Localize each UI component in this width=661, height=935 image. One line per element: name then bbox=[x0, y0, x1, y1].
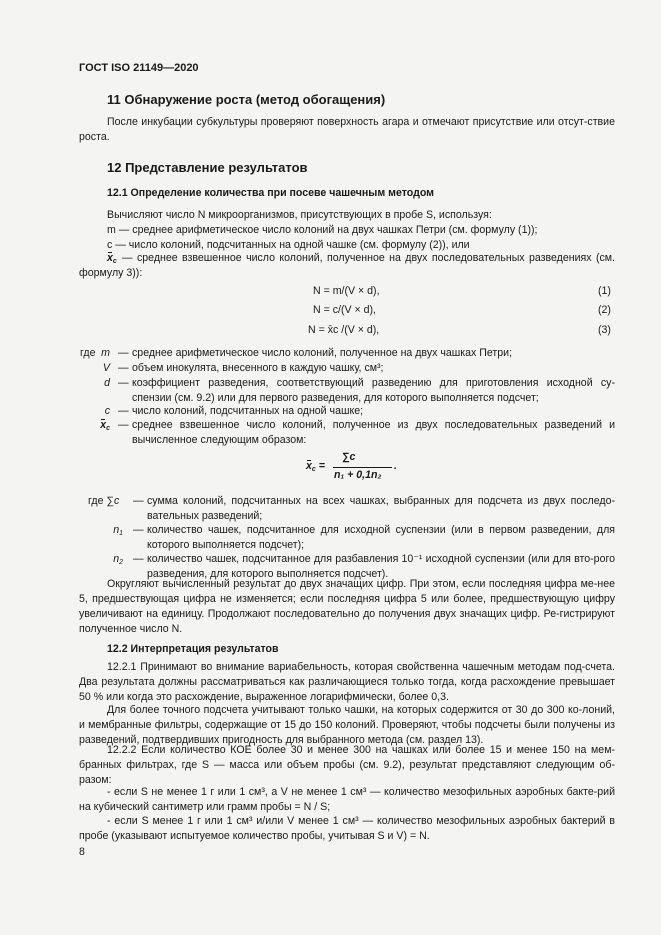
symbol-m: m bbox=[101, 347, 110, 359]
dash: — bbox=[118, 347, 129, 359]
xc-definition-line: — среднее взвешенное число колоний, полученное на двух последовательных разведениях (см. формулу 3)): bbox=[79, 252, 615, 279]
m-definition-line: m — среднее арифметическое число колоний на двух чашках Петри (см. формулу (1)); bbox=[107, 224, 538, 236]
where-sum-label: где ∑c bbox=[88, 495, 120, 507]
standard-header: ГОСТ ISO 21149—2020 bbox=[79, 62, 199, 74]
dash: — bbox=[118, 362, 129, 374]
page-number: 8 bbox=[79, 846, 85, 858]
para-accurate-count: Для более точного подсчета учитывают только чашки, на которых содержится от 30 до 300 ко-лоний, и мембранные фильтры, содержащие от 15 до 150 колоний. Проверяют, чтобы подсчеты были получены из разведений, подтвердивших пригодность для выбранного метода (см. раздел 13). bbox=[79, 704, 615, 746]
fraction-numerator: ∑c bbox=[342, 451, 356, 463]
def-sum: сумма колоний, подсчитанных на всех чашках, выбранных для подсчета из двух последо-вательных разведений; bbox=[147, 495, 615, 522]
def-d: коэффициент разведения, соответствующий разведению для приготовления исходной су-спензии (см. 9.2) или для первого разведения, для которого выполняется подсчет; bbox=[132, 377, 615, 404]
dash: — bbox=[133, 495, 144, 507]
section-11-text: После инкубации субкультуры проверяют поверхность агара и отмечают присутствие или отсут-ствие роста. bbox=[79, 116, 615, 143]
def-n2: количество чашек, подсчитанное для разбавления 10⁻¹ исходной суспензии (или для вто-рого разведения, для которого выполняется подсчет). bbox=[147, 553, 615, 580]
formula-3-number: (3) bbox=[598, 324, 611, 336]
dash: — bbox=[133, 524, 144, 536]
symbol-xc: $x_c$ bbox=[100, 419, 110, 432]
dash: — bbox=[133, 553, 144, 565]
def-c: число колоний, подсчитанных на одной чашке; bbox=[132, 405, 364, 417]
section-12-1-title: 12.1 Определение количества при посеве чашечным методом bbox=[107, 187, 434, 199]
symbol-n1: $n_1$ bbox=[113, 524, 123, 537]
def-n1: количество чашек, подсчитанное для исходной суспензии (или в первом разведении, для которого выполняется подсчет); bbox=[147, 524, 615, 551]
symbol-v: V bbox=[102, 362, 110, 374]
def-xc: среднее взвешенное число колоний, полученное из двух последовательных разведений и вычисленное следующим образом: bbox=[132, 419, 615, 446]
def-v: объем инокулята, внесенного в каждую чашку, см³; bbox=[132, 362, 384, 374]
formula-1-number: (1) bbox=[598, 285, 611, 297]
symbol-d: d bbox=[104, 377, 110, 389]
dash: — bbox=[118, 405, 129, 417]
symbol-n2: $n_2$ bbox=[113, 553, 123, 566]
formula-2-number: (2) bbox=[598, 304, 611, 316]
bullet-s-less: - если S менее 1 г или 1 см³ и/или V менее 1 см³ — количество мезофильных аэробных бактерий в пробе (указывают испытуемое количество пробы, учитывая S и V) = N. bbox=[79, 815, 615, 842]
formula-2: N = c/(V × d), bbox=[313, 304, 376, 316]
section-12-title: 12 Представление результатов bbox=[107, 160, 308, 175]
rounding-paragraph: Округляют вычисленный результат до двух значащих цифр. При этом, если последняя цифра ме-нее 5, предшествующая цифра не изменяется; если последняя цифра 5 или более, предшествующую цифру увеличивают на единицу. Продолжают последовательно до получения двух значащих цифр. Ре-гистрируют полученное число N. bbox=[79, 578, 615, 635]
where-label: где bbox=[80, 347, 96, 359]
intro-text: Вычисляют число N микроорганизмов, присутствующих в пробе S, используя: bbox=[107, 209, 492, 221]
fraction-denominator: n₁ + 0,1n₂ bbox=[334, 469, 382, 481]
xc-symbol: $x_c$ bbox=[107, 252, 117, 265]
c-definition-line: c — число колоний, подсчитанных на одной чашке (см. формулу (2)), или bbox=[107, 239, 470, 251]
para-12-2-2: 12.2.2 Если количество КОЕ более 30 и менее 300 на чашках или более 15 и менее 150 на мем-бранных фильтрах, где S — масса или объем пробы (см. 9.2), результат представляют следующим об-разом: bbox=[79, 744, 615, 786]
section-12-2-title: 12.2 Интерпретация результатов bbox=[107, 643, 279, 655]
dash: — bbox=[118, 377, 129, 389]
symbol-c: c bbox=[104, 405, 110, 417]
bullet-s-not-less: - если S не менее 1 г или 1 см³, а V не менее 1 см³ — количество мезофильных аэробных бакте-рий на кубический сантиметр или грамм пробы = N / S; bbox=[79, 786, 615, 813]
document-page: ГОСТ ISO 21149—2020 11 Обнаружение роста (метод обогащения) После инкубации субкультуры проверяют поверхность агара и отмечают присутствие или отсут-ствие роста. 12 Представление результатов 12.1 Определение количества при посеве чашечным методом Вычисляют число N микроорганизмов, присутствующих в пробе S, используя: m — среднее арифметическое число колоний на двух чашках Петри (см. формулу (1)); c — число колоний, подсчитанных на одной чашке (см. формулу (2)), или $x_c$ — среднее взвешенное число колоний, полученное на двух последовательных разведениях (см. формулу 3)): N = m/(V × d), (1) N = c/(V × d), (2) N = x̄c /(V × d), (3) где m — среднее арифметическое число колоний, полученное на двух чашках Петри; V — объем инокулята, внесенного в каждую чашку, см³; d — коэффициент разведения, соответствующий разведению для приготовления исходной су-спензии (см. 9.2) или для первого разведения, для которого выполняется подсчет; c — число колоний, подсчитанных на одной чашке; $x_c$ — среднее взвешенное число колоний, полученное из двух последовательных разведений и вычисленное следующим образом: $x_c$ = ∑c n₁ + 0,1n₂ . где ∑c — сумма колоний, подсчитанных на всех чашках, выбранных для подсчета из двух последо-вательных разведений; $n_1$ — количество чашек, подсчитанное для исходной суспензии (или в первом разведении, для которого выполняется подсчет); $n_2$ — количество чашек, подсчитанное для разбавления 10⁻¹ исходной суспензии (или для вто-рого разведения, для которого выполняется подсчет). Округляют вычисленный результат до двух значащих цифр. При этом, если последняя цифра ме-нее 5, предшествующая цифра не изменяется; если последняя цифра 5 или более, предшествующую цифру увеличивают на единицу. Продолжают последовательно до получения двух значащих цифр. Ре-гистрируют полученное число N. 12.2 Интерпретация результатов 12.2.1 Принимают во внимание вариабельность, которая свойственна чашечным методам под-счета. Два результата должны рассматриваться как различающиеся только тогда, когда расхождение превышает 50 % или когда это расхождение, выраженное логарифмически, более 0,3. Для более точного подсчета учитывают только чашки, на которых содержится от 30 до 300 ко-лоний, и мембранные фильтры, содержащие от 15 до 150 колоний. Проверяют, чтобы подсчеты были получены из разведений, подтвердивших пригодность для выбранного метода (см. раздел 13). 12.2.2 Если количество КОЕ более 30 и менее 300 на чашках или более 15 и менее 150 на мем-бранных фильтрах, где S — масса или объем пробы (см. 9.2), результат представляют следующим об-разом: - если S не менее 1 г или 1 см³, а V не менее 1 см³ — количество мезофильных аэробных бакте-рий на кубический сантиметр или грамм пробы = N / S; - если S менее 1 г или 1 см³ и/или V менее 1 см³ — количество мезофильных аэробных бактерий в пробе (указывают испытуемое количество пробы, учитывая S и V) = N. 8 bbox=[79, 62, 615, 858]
para-12-2-1: 12.2.1 Принимают во внимание вариабельность, которая свойственна чашечным методам под-счета. Два результата должны рассматриваться как различающиеся только тогда, когда расхождение превышает 50 % или когда это расхождение, выраженное логарифмически, более 0,3. bbox=[79, 661, 615, 703]
formula-3: N = x̄c /(V × d), bbox=[308, 324, 380, 336]
def-m: среднее арифметическое число колоний, полученное на двух чашках Петри; bbox=[132, 347, 513, 359]
dash: — bbox=[118, 419, 129, 431]
formula-1: N = m/(V × d), bbox=[313, 285, 380, 297]
section-11-title: 11 Обнаружение роста (метод обогащения) bbox=[107, 92, 386, 107]
